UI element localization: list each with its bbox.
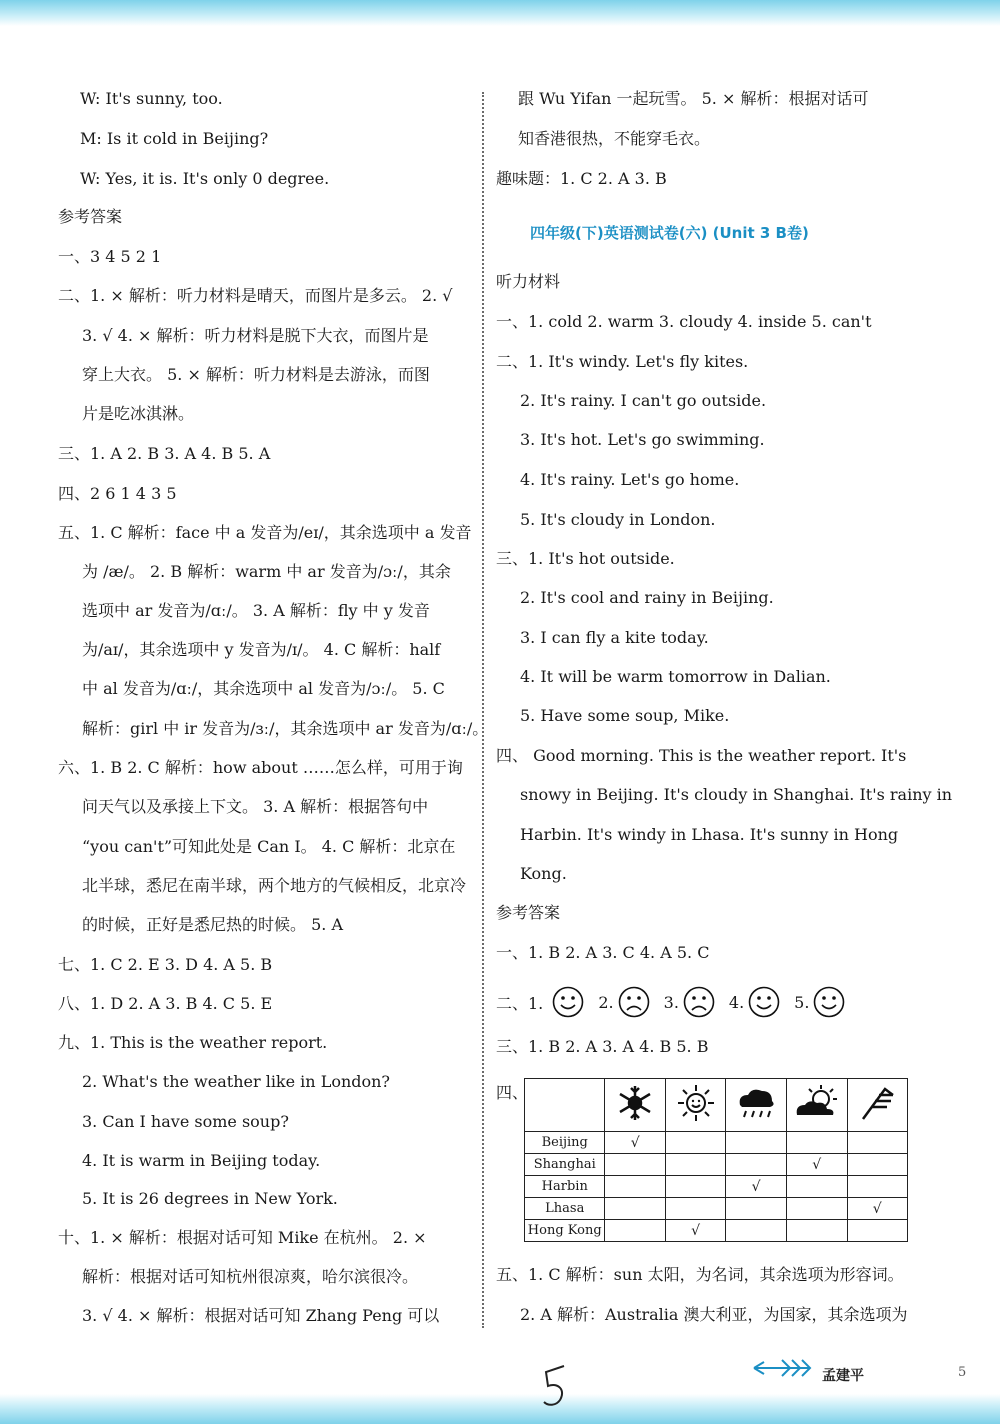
right-line: 4. It's rainy. Let's go home.: [520, 470, 740, 489]
empty-cell: [726, 1220, 787, 1242]
wind-icon: [847, 1079, 907, 1132]
empty-cell: [786, 1176, 847, 1198]
snow-icon: [605, 1079, 665, 1132]
sad-face-icon: [683, 986, 715, 1018]
empty-cell: [847, 1132, 907, 1154]
sun-icon: [665, 1079, 725, 1132]
left-line: 选项中 ar 发音为/ɑː/。 3. A 解析：fly 中 y 发音: [82, 601, 430, 620]
right-line: 跟 Wu Yifan 一起玩雪。 5. × 解析：根据对话可: [518, 89, 869, 108]
tick-mark: √: [605, 1132, 665, 1154]
left-line: 九、1. This is the weather report.: [58, 1033, 328, 1052]
empty-cell: [786, 1198, 847, 1220]
empty-cell: [665, 1154, 725, 1176]
table-row: [525, 1220, 908, 1242]
right-line: Kong.: [520, 864, 567, 883]
footer-brand: 孟建平: [822, 1368, 864, 1384]
right-line: 参考答案: [496, 903, 561, 922]
empty-cell: [726, 1154, 787, 1176]
left-line: 问天气以及承接上下文。 3. A 解析：根据答句中: [82, 797, 429, 816]
right-line: 4. It will be warm tomorrow in Dalian.: [520, 667, 831, 686]
empty-cell: [665, 1198, 725, 1220]
section-heading: 四年级(下)英语测试卷(六) (Unit 3 B卷): [530, 224, 809, 242]
right-line: 二、1. It's windy. Let's fly kites.: [496, 352, 749, 371]
right-line: 5. It's cloudy in London.: [520, 510, 716, 529]
left-line: 的时候，正好是悉尼热的时候。 5. A: [82, 915, 343, 934]
tick-mark: √: [786, 1154, 847, 1176]
face-label: 3.: [663, 992, 679, 1012]
empty-cell: [605, 1154, 665, 1176]
right-line: 3. It's hot. Let's go swimming.: [520, 430, 765, 449]
faces-prefix: 二、1.: [496, 993, 544, 1013]
top-decorative-band: [0, 0, 1000, 26]
empty-cell: [605, 1176, 665, 1198]
right-line: snowy in Beijing. It's cloudy in Shanghai. It's rainy in: [520, 785, 953, 804]
left-line: 为 /æ/。 2. B 解析：warm 中 ar 发音为/ɔː/，其余: [82, 562, 451, 581]
left-line: 为/aɪ/，其余选项中 y 发音为/ɪ/。 4. C 解析：half: [82, 640, 441, 659]
right-line: 一、1. B 2. A 3. C 4. A 5. C: [496, 943, 710, 962]
empty-cell: [726, 1198, 787, 1220]
right-line: 2. A 解析：Australia 澳大利亚，为国家，其余选项为: [520, 1305, 908, 1324]
left-line: 八、1. D 2. A 3. B 4. C 5. E: [58, 994, 273, 1013]
faces-answer-row: [496, 986, 851, 1020]
left-line: 四、2 6 1 4 3 5: [58, 484, 177, 503]
table-row: [525, 1198, 908, 1220]
rain-icon: [726, 1079, 787, 1132]
left-line: 4. It is warm in Beijing today.: [82, 1151, 321, 1170]
left-line: 北半球，悉尼在南半球，两个地方的气候相反，北京冷: [82, 876, 467, 895]
left-line: 一、3 4 5 2 1: [58, 247, 162, 266]
left-line: 五、1. C 解析：face 中 a 发音为/eɪ/，其余选项中 a 发音: [58, 523, 472, 542]
smiley-face-icon: [552, 986, 584, 1018]
smiley-face-icon: [813, 986, 845, 1018]
right-line: 知香港很热，不能穿毛衣。: [518, 129, 711, 148]
smiley-face-icon: [748, 986, 780, 1018]
page-number: 5: [958, 1365, 967, 1380]
table-corner-cell: [525, 1079, 605, 1132]
city-cell: Beijing: [525, 1132, 605, 1154]
right-line: 趣味题：1. C 2. A 3. B: [496, 169, 667, 188]
city-cell: Hong Kong: [525, 1220, 605, 1242]
empty-cell: [786, 1132, 847, 1154]
left-line: 2. What's the weather like in London?: [82, 1072, 391, 1091]
right-line: 五、1. C 解析：sun 太阳，为名词，其余选项为形容词。: [496, 1265, 904, 1284]
left-line: 七、1. C 2. E 3. D 4. A 5. B: [58, 955, 273, 974]
left-line: 十、1. × 解析：根据对话可知 Mike 在杭州。 2. ×: [58, 1228, 427, 1247]
left-line: 片是吃冰淇淋。: [82, 404, 195, 423]
empty-cell: [665, 1176, 725, 1198]
right-line: 三、1. It's hot outside.: [496, 549, 675, 568]
bottom-decorative-band: [0, 1394, 1000, 1424]
city-cell: Lhasa: [525, 1198, 605, 1220]
pen-scribble-icon: [536, 1362, 576, 1412]
left-line: 三、1. A 2. B 3. A 4. B 5. A: [58, 444, 271, 463]
city-cell: Harbin: [525, 1176, 605, 1198]
arrow-icon: [752, 1356, 812, 1380]
city-cell: Shanghai: [525, 1154, 605, 1176]
right-line: 5. Have some soup, Mike.: [520, 706, 730, 725]
left-line: W: Yes, it is. It's only 0 degree.: [80, 169, 330, 188]
left-line: 解析：根据对话可知杭州很凉爽，哈尔滨很冷。: [82, 1267, 419, 1286]
empty-cell: [847, 1176, 907, 1198]
tick-mark: √: [665, 1220, 725, 1242]
left-line: “you can't”可知此处是 Can I。 4. C 解析：北京在: [82, 837, 456, 856]
table-row: [525, 1132, 908, 1154]
empty-cell: [605, 1198, 665, 1220]
face-label: 2.: [598, 992, 614, 1012]
right-line: 三、1. B 2. A 3. A 4. B 5. B: [496, 1037, 709, 1056]
empty-cell: [665, 1132, 725, 1154]
table-prefix: 四、: [496, 1083, 529, 1102]
empty-cell: [847, 1220, 907, 1242]
table-icon-row: [525, 1079, 908, 1132]
sad-face-icon: [618, 986, 650, 1018]
table-row: [525, 1154, 908, 1176]
left-line: 5. It is 26 degrees in New York.: [82, 1189, 338, 1208]
left-line: 中 al 发音为/ɑː/，其余选项中 al 发音为/ɔː/。 5. C: [82, 679, 445, 698]
face-label: 5.: [794, 992, 810, 1012]
left-line: M: Is it cold in Beijing?: [80, 129, 269, 148]
left-line: 二、1. × 解析：听力材料是晴天，而图片是多云。 2. √: [58, 286, 453, 305]
left-line: W: It's sunny, too.: [80, 89, 223, 108]
empty-cell: [605, 1220, 665, 1242]
right-line: 2. It's rainy. I can't go outside.: [520, 391, 767, 410]
left-line: 3. √ 4. × 解析：听力材料是脱下大衣，而图片是: [82, 326, 429, 345]
right-line: 2. It's cool and rainy in Beijing.: [520, 588, 774, 607]
right-line: 3. I can fly a kite today.: [520, 628, 709, 647]
empty-cell: [847, 1154, 907, 1176]
right-line: 听力材料: [496, 272, 561, 291]
left-line: 参考答案: [58, 207, 123, 226]
empty-cell: [726, 1132, 787, 1154]
faces-holder: [548, 986, 851, 1018]
right-line: Harbin. It's windy in Lhasa. It's sunny in Hong: [520, 825, 899, 844]
column-divider: [482, 92, 484, 1328]
left-line: 解析：girl 中 ir 发音为/ɜː/，其余选项中 ar 发音为/ɑː/。: [82, 719, 489, 738]
weather-table: [524, 1078, 908, 1242]
face-label: 4.: [728, 992, 745, 1012]
left-line: 穿上大衣。 5. × 解析：听力材料是去游泳，而图: [82, 365, 430, 384]
right-line: 一、1. cold 2. warm 3. cloudy 4. inside 5. can't: [496, 312, 872, 331]
left-line: 3. √ 4. × 解析：根据对话可知 Zhang Peng 可以: [82, 1306, 440, 1325]
left-line: 3. Can I have some soup?: [82, 1112, 289, 1131]
left-line: 六、1. B 2. C 解析：how about ……怎么样，可用于询: [58, 758, 463, 777]
table-row: [525, 1176, 908, 1198]
tick-mark: √: [847, 1198, 907, 1220]
cloudy-icon: [786, 1079, 847, 1132]
right-line: 四、 Good morning. This is the weather report. It's: [496, 746, 907, 765]
tick-mark: √: [726, 1176, 787, 1198]
empty-cell: [786, 1220, 847, 1242]
